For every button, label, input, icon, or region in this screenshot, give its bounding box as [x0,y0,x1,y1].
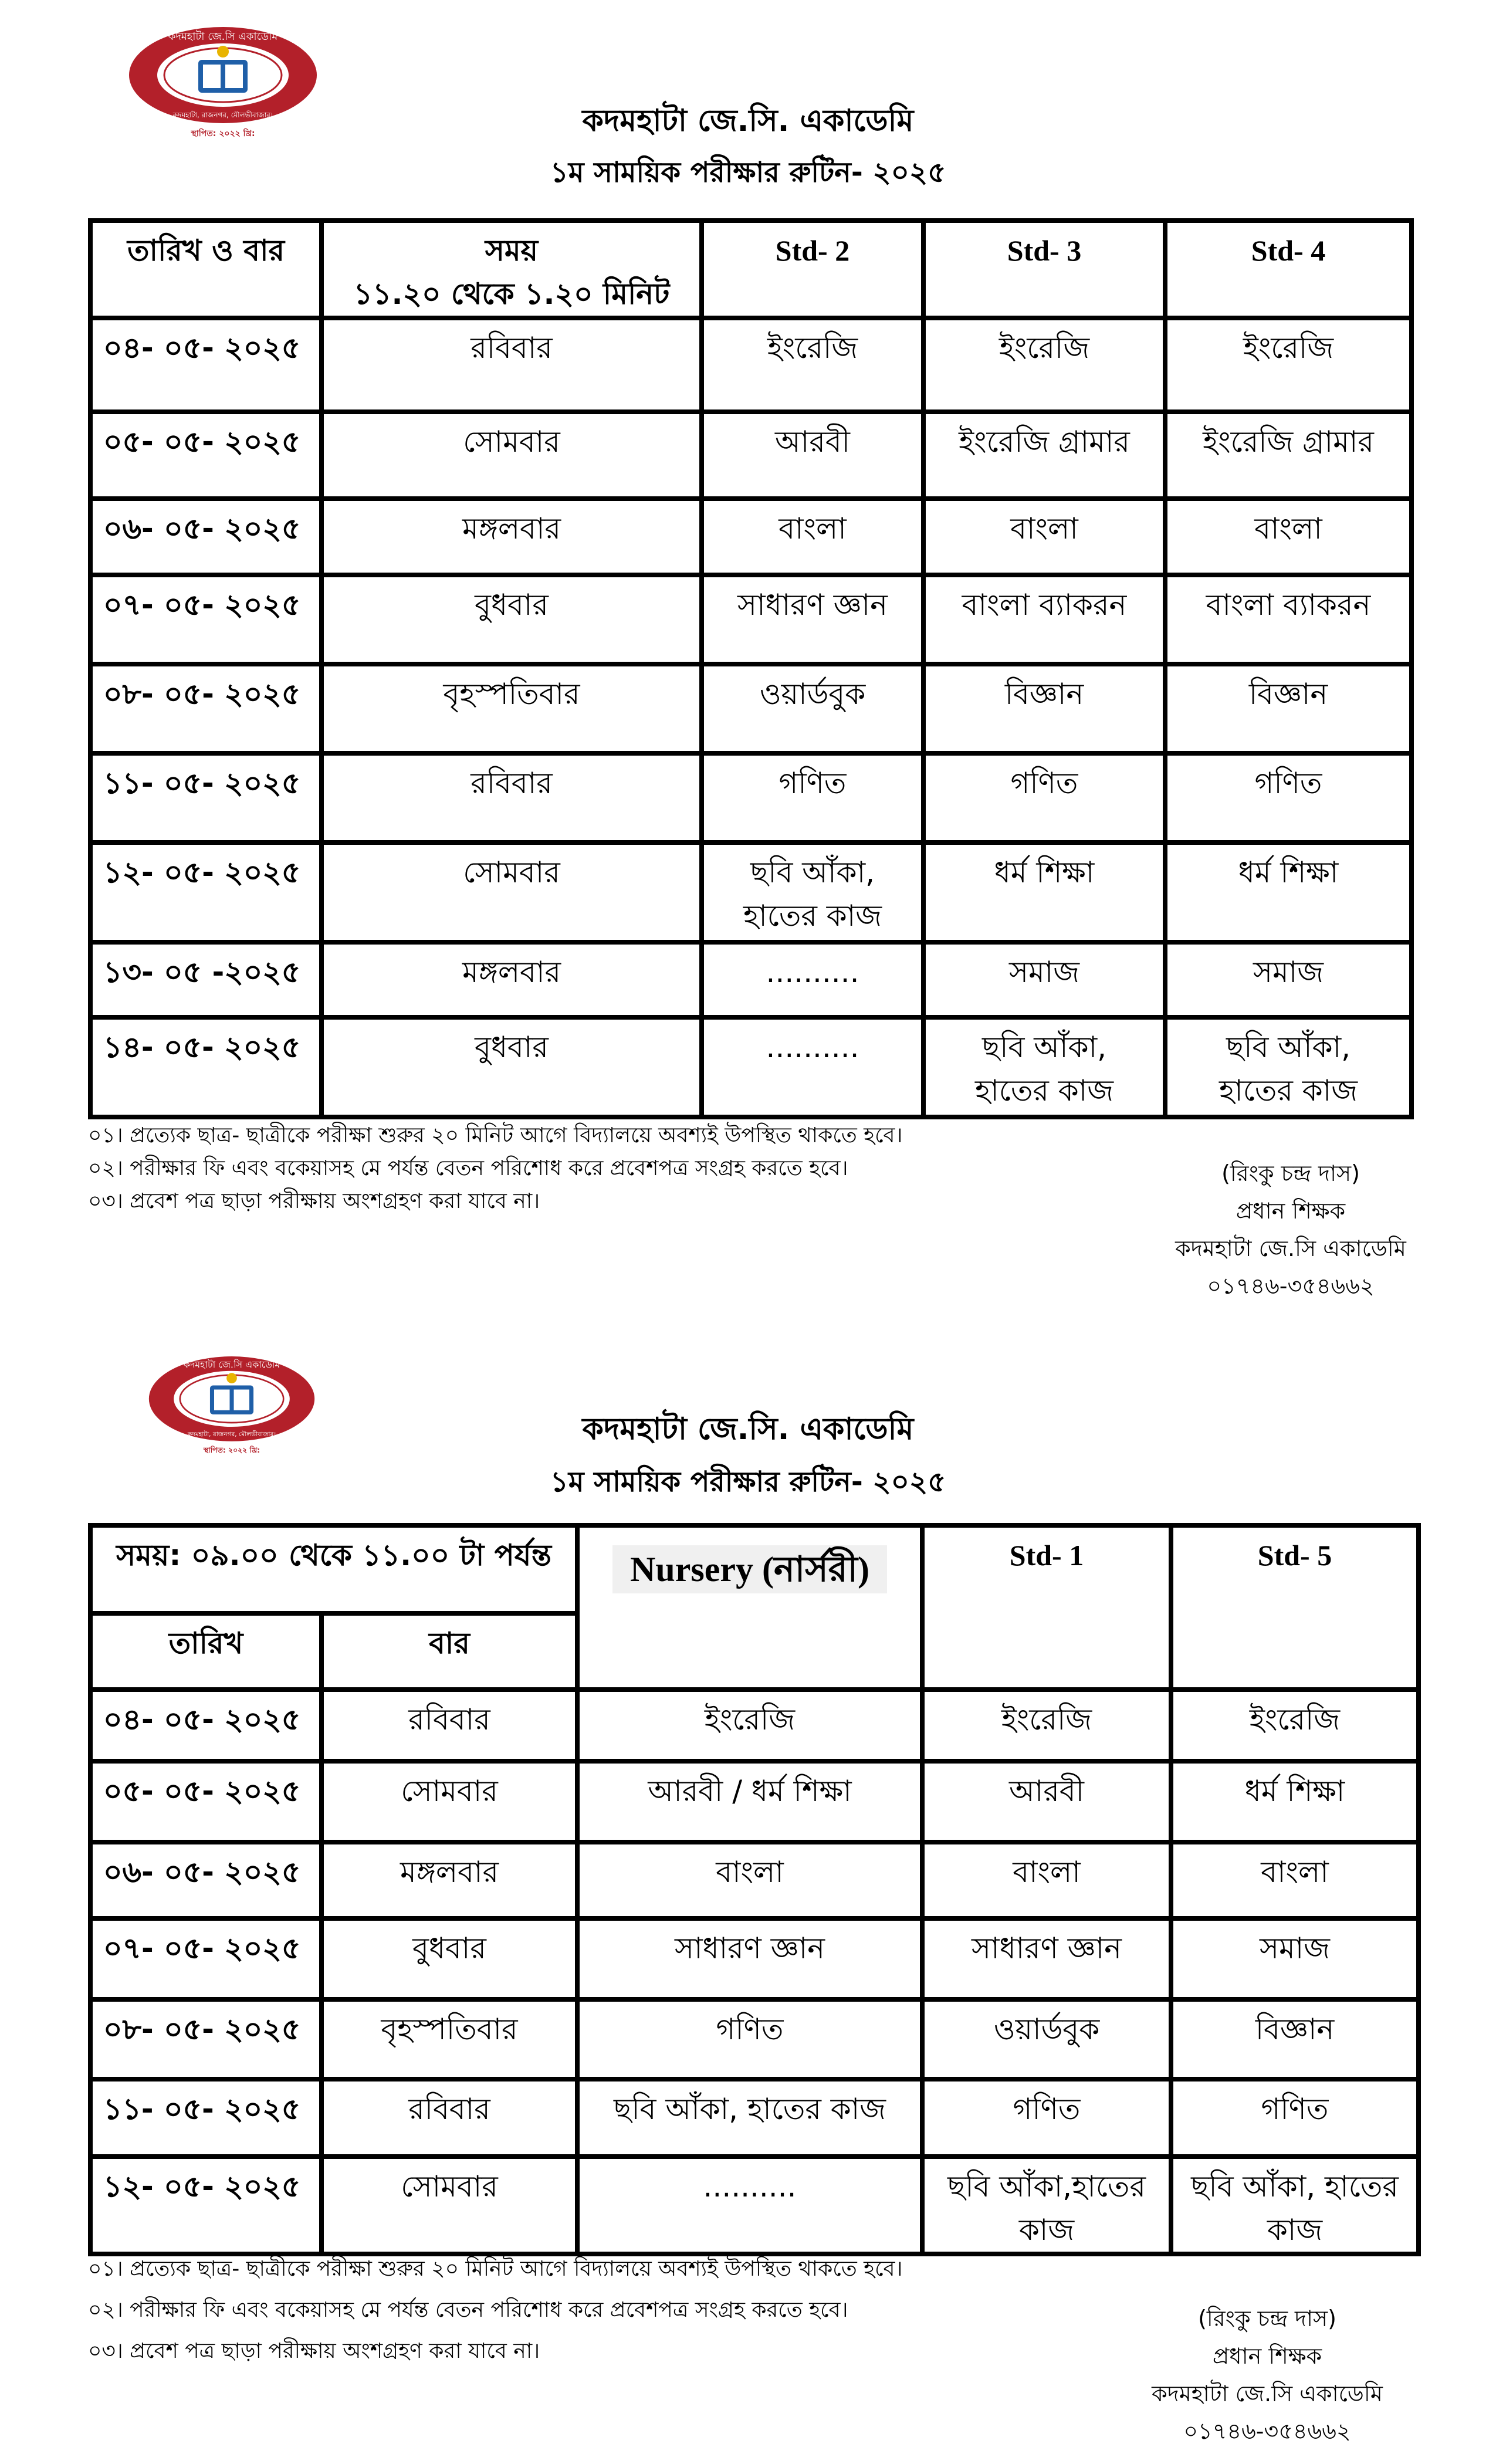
date-cell: ০৪- ০৫- ২০২৫ [90,1690,321,1761]
table-row [90,318,1412,412]
day-cell: বুধবার [321,1017,702,1117]
subject-cell: বাংলা [702,499,923,575]
header-std-2: Std- 2 [702,221,923,318]
subject-cell: ইংরেজি [577,1690,922,1761]
subject-line: হাতের কাজ [743,899,882,933]
table-row [90,664,1412,753]
subject-cell: বাংলা [577,1842,922,1918]
subject-cell [1165,1017,1412,1117]
subject-cell: ইংরেজি [1165,318,1412,412]
subject-cell: ধর্ম শিক্ষা [923,842,1165,942]
subject-cell [1171,2157,1419,2254]
subject-cell: সাধারণ জ্ঞান [702,575,923,664]
header-date: তারিখ [90,1613,321,1690]
day-cell: সোমবার [321,412,702,499]
logo-bottom-text: কদমহাটা, রাজনগর, মৌলভীবাজার। [172,111,273,119]
signature-phone: ০১৭৪৬-৩৫৪৬৬২ [1183,2418,1351,2444]
header-std-3: Std- 3 [923,221,1165,318]
subject-cell: ছবি আঁকা,হাতের কাজ [922,2157,1171,2254]
subject-cell: ইংরেজি [923,318,1165,412]
day-cell: রবিবার [321,753,702,842]
instructions [88,2253,902,2368]
subject-cell: সমাজ [923,942,1165,1017]
table-row [90,942,1412,1017]
subject-cell [702,842,923,942]
date-cell: ০৭- ০৫- ২০২৫ [90,1918,321,1999]
subject-cell [923,1017,1165,1117]
logo-ring-text: কদমহাটা জে.সি একাডেমি [168,31,278,43]
date-cell: ১১- ০৫- ২০২৫ [90,753,321,842]
subject-cell: ছবি আঁকা, হাতের কাজ [577,2079,922,2157]
school-name: কদমহাটা জে.সি. একাডেমি [582,1412,914,1447]
subject-cell: বিজ্ঞান [923,664,1165,753]
table-row [90,2157,1419,2254]
day-cell: রবিবার [321,1690,577,1761]
header-std-5: Std- 5 [1171,1525,1419,1690]
instruction-line: ০১। প্রত্যেক ছাত্র- ছাত্রীকে পরীক্ষা শুরুর ২০ মিনিট আগে বিদ্যালয়ে অবশ্যই উপস্থিত থাকতে হবে। [88,2257,903,2281]
instruction-line: ০২। পরীক্ষার ফি এবং বকেয়াসহ মে পর্যন্ত বেতন পরিশোধ করে প্রবেশপত্র সংগ্রহ করতে হবে। [88,2298,848,2322]
signature-block [1126,1155,1455,1305]
instructions [88,1119,902,1218]
signature-block [1103,2300,1431,2450]
subject-cell: গণিত [1165,753,1412,842]
subject-cell: ধর্ম শিক্ষা [1165,842,1412,942]
signature-name: (রিংকু চন্দ্র দাস) [1221,1160,1360,1186]
header-std-1: Std- 1 [922,1525,1171,1690]
header-nursery [577,1525,922,1690]
routine-title: ১ম সাময়িক পরীক্ষার রুটিন- ২০২৫ [550,156,946,189]
subject-cell: গণিত [577,1999,922,2079]
day-cell: বুধবার [321,1918,577,1999]
instruction-line: ০৩। প্রবেশ পত্র ছাড়া পরীক্ষায় অংশগ্রহণ করা যাবে না। [88,1189,540,1213]
subject-cell: ইংরেজি [922,1690,1171,1761]
instruction-line: ০৩। প্রবেশ পত্র ছাড়া পরীক্ষায় অংশগ্রহণ করা যাবে না। [88,2339,540,2363]
day-cell: সোমবার [321,1761,577,1842]
subject-cell: ইংরেজি গ্রামার [1165,412,1412,499]
table-header-row [90,221,1412,318]
subject-cell: বাংলা ব্যাকরন [923,575,1165,664]
subject-cell: আরবী [702,412,923,499]
table-row [90,1842,1419,1918]
day-cell: বৃহস্পতিবার [321,664,702,753]
instruction-line: ০২। পরীক্ষার ফি এবং বকেয়াসহ মে পর্যন্ত বেতন পরিশোধ করে প্রবেশপত্র সংগ্রহ করতে হবে। [88,1156,848,1180]
logo-established: স্থাপিত: ২০২২ খ্রি: [191,129,255,138]
routine-title: ১ম সাময়িক পরীক্ষার রুটিন- ২০২৫ [550,1465,946,1498]
date-cell: ০৮- ০৫- ২০২৫ [90,664,321,753]
signature-school: কদমহাটা জে.সি একাডেমি [1152,2381,1383,2407]
subject-cell: বাংলা [1171,1842,1419,1918]
header-time: সময়: ০৯.০০ থেকে ১১.০০ টা পর্যন্ত [90,1525,577,1613]
logo-bottom-text: কদমহাটা, রাজনগর, মৌলভীবাজার। [187,1430,276,1438]
table-row [90,412,1412,499]
table-row [90,499,1412,575]
signature-name: (রিংকু চন্দ্র দাস) [1198,2306,1336,2331]
day-cell: মঙ্গলবার [321,942,702,1017]
routine-table-2 [88,1523,1421,2256]
subject-cell: গণিত [922,2079,1171,2157]
subject-cell: আরবী [922,1761,1171,1842]
school-name: কদমহাটা জে.সি. একাডেমি [582,103,914,138]
subject-cell: ইংরেজি গ্রামার [923,412,1165,499]
subject-cell: গণিত [923,753,1165,842]
subject-cell: ওয়ার্ডবুক [922,1999,1171,2079]
subject-line: হাতের কাজ [975,1074,1113,1108]
subject-cell: সমাজ [1171,1918,1419,1999]
header-time-label: সময় [485,233,539,268]
subject-line: কাজ [1267,2213,1323,2247]
subject-line: ছবি আঁকা, [981,1030,1107,1064]
table-row [90,1017,1412,1117]
table-row [90,575,1412,664]
date-cell: ১৪- ০৫- ২০২৫ [90,1017,321,1117]
date-cell: ১১- ০৫- ২০২৫ [90,2079,321,2157]
day-cell: রবিবার [321,318,702,412]
date-cell: ০৬- ০৫- ২০২৫ [90,499,321,575]
signature-phone: ০১৭৪৬-৩৫৪৬৬২ [1207,1273,1375,1299]
subject-line: ছবি আঁকা, হাতের [1191,2169,1399,2204]
subject-cell: আরবী / ধর্ম শিক্ষা [577,1761,922,1842]
subject-cell: .......... [702,1017,923,1117]
header-time [321,221,702,318]
signature-designation: প্রধান শিক্ষক [1236,1198,1346,1224]
day-cell: বৃহস্পতিবার [321,1999,577,2079]
date-cell: ০৬- ০৫- ২০২৫ [90,1842,321,1918]
subject-cell: ইংরেজি [702,318,923,412]
date-cell: ১২- ০৫- ২০২৫ [90,2157,321,2254]
subject-cell: বাংলা [923,499,1165,575]
date-cell: ০৮- ০৫- ২০২৫ [90,1999,321,2079]
subject-cell: ধর্ম শিক্ষা [1171,1761,1419,1842]
subject-cell: বিজ্ঞান [1165,664,1412,753]
day-cell: বুধবার [321,575,702,664]
signature-designation: প্রধান শিক্ষক [1212,2343,1322,2369]
header-nursery-label: Nursery (নার্সরী) [612,1545,887,1593]
subject-cell: ওয়ার্ডবুক [702,664,923,753]
subject-cell: বাংলা [1165,499,1412,575]
logo-established: স্থাপিত: ২০২২ খ্রি: [203,1446,260,1455]
subject-cell: গণিত [702,753,923,842]
subject-cell: সমাজ [1165,942,1412,1017]
table-row [90,2079,1419,2157]
header-date-day: তারিখ ও বার [90,221,321,318]
day-cell: সোমবার [321,842,702,942]
date-cell: ০৫- ০৫- ২০২৫ [90,1761,321,1842]
date-cell: ০৭- ০৫- ২০২৫ [90,575,321,664]
logo-ring-text: কদমহাটা জে.সি একাডেমি [183,1359,280,1370]
day-cell: রবিবার [321,2079,577,2157]
subject-cell: বাংলা [922,1842,1171,1918]
table-row [90,753,1412,842]
day-cell: মঙ্গলবার [321,1842,577,1918]
header-std-4: Std- 4 [1165,221,1412,318]
subject-cell: বিজ্ঞান [1171,1999,1419,2079]
subject-cell: ইংরেজি [1171,1690,1419,1761]
header-time-value: ১১.২০ থেকে ১.২০ মিনিট [353,277,670,311]
subject-line: ছবি আঁকা, [750,855,875,889]
routine-table-1 [88,218,1414,1119]
date-cell: ০৫- ০৫- ২০২৫ [90,412,321,499]
signature-school: কদমহাটা জে.সি একাডেমি [1175,1236,1406,1261]
subject-line: হাতের কাজ [1219,1074,1358,1108]
subject-line: ছবি আঁকা, [1226,1030,1351,1064]
subject-cell: .......... [702,942,923,1017]
header-day: বার [321,1613,577,1690]
subject-cell: সাধারণ জ্ঞান [922,1918,1171,1999]
subject-cell: গণিত [1171,2079,1419,2157]
date-cell: ১২- ০৫- ২০২৫ [90,842,321,942]
day-cell: সোমবার [321,2157,577,2254]
day-cell: মঙ্গলবার [321,499,702,575]
subject-cell: .......... [577,2157,922,2254]
table-header-row [90,1525,1419,1613]
table-row [90,1690,1419,1761]
subject-cell: বাংলা ব্যাকরন [1165,575,1412,664]
instruction-line: ০১। প্রত্যেক ছাত্র- ছাত্রীকে পরীক্ষা শুরুর ২০ মিনিট আগে বিদ্যালয়ে অবশ্যই উপস্থিত থাকতে হবে। [88,1123,903,1148]
table-row [90,842,1412,942]
subject-cell: সাধারণ জ্ঞান [577,1918,922,1999]
table-row [90,1999,1419,2079]
table-row [90,1918,1419,1999]
date-cell: ০৪- ০৫- ২০২৫ [90,318,321,412]
date-cell: ১৩- ০৫ -২০২৫ [90,942,321,1017]
table-row [90,1761,1419,1842]
